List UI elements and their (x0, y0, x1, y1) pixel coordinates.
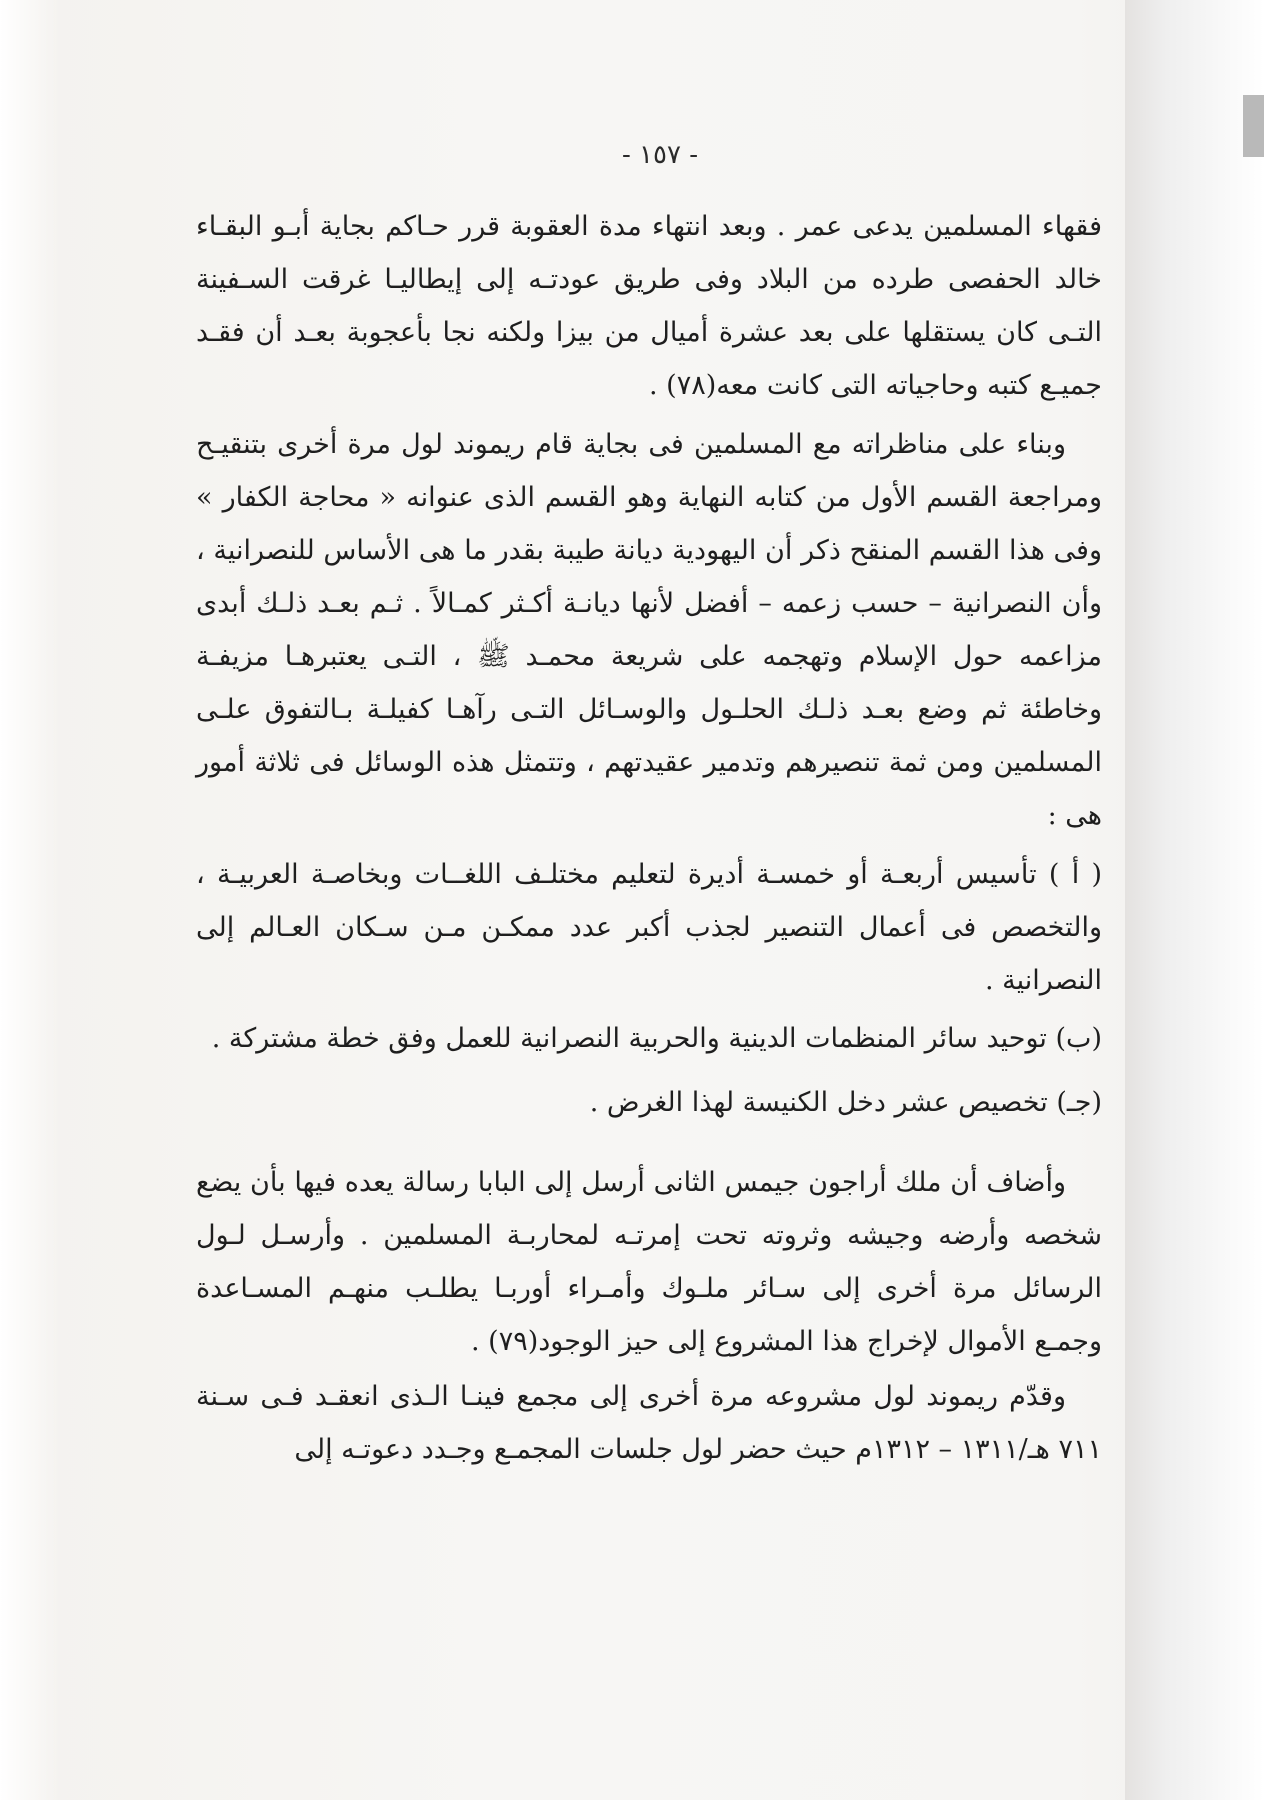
page-number: - ١٥٧ - (621, 140, 699, 170)
paragraph-1: فقهاء المسلمين يدعى عمر . وبعد انتهاء مدة العقوبة قرر حـاكم بجاية أبـو البقـاء خالد الحفصى طرده من البلاد وفى طريق عودتـه إلى إيطاليـا غرقت السـفينة التـى كان يستقلها على بعد عشرة أميال من بيزا ولكنه نجا بأعجوبة بعـد أن فقـد جميـع كتبه وحاجياته التى كانت معه(٧٨) . (196, 211, 1102, 401)
paragraph-3: ( أ ) تأسيس أربعـة أو خمسـة أديرة لتعليم مختلـف اللغــات وبخاصـة العربيـة ، والتخصص فى أعمال التنصير لجذب أكبر عدد ممكـن مـن سـكان العـالم إلى النصرانية . (196, 859, 1102, 996)
paragraph-5: (جـ) تخصيص عشر دخل الكنيسة لهذا الغرض . (589, 1087, 1102, 1118)
paragraph-2: وبناء على مناظراته مع المسلمين فى بجاية قام ريموند لول مرة أخرى بتنقيـح ومراجعة القسم الأول من كتابه النهاية وهو القسم الذى عنوانه « محاجة الكفار » وفى هذا القسم المنقح ذكر أن اليهودية ديانة طيبة بقدر ما هى الأساس للنصرانية ، وأن النصرانية – حسب زعمه – أفضل لأنها ديانـة أكـثر كمـالاً . ثـم بعـد ذلـك أبدى مزاعمه حول الإسلام وتهجمه على شريعة محمـد ﷺ ، التـى يعتبرهـا مزيفـة وخاطئة ثم وضع بعـد ذلـك الحلـول والوسـائل التـى رآهـا كفيلـة بـالتفوق علـى المسلمين ومن ثمة تنصيرهم وتدمير عقيدتهم ، وتتمثل هذه الوسائل فى ثلاثة أمور هى : (196, 429, 1102, 831)
paragraph-6: وأضاف أن ملك أراجون جيمس الثانى أرسل إلى البابا رسالة يعده فيها بأن يضع شخصه وأرضه وجيشه وثروته تحت إمرتـه لمحاربـة المسلمين . وأرسـل لـول الرسائل مرة أخرى إلى سـائر ملـوك وأمـراء أوربـا يطلـب منهـم المسـاعدة وجمـع الأموال لإخراج هذا المشروع إلى حيز الوجود(٧٩) . (196, 1167, 1102, 1357)
scanner-corner-mark (1243, 95, 1264, 157)
paragraph-7: وقدّم ريموند لول مشروعه مرة أخرى إلى مجمع فينـا الـذى انعقـد فـى سـنة ٧١١ هـ/١٣١١ – ١٣١٢م حيث حضر لول جلسات المجمـع وجـدد دعوتـه إلى (196, 1381, 1102, 1465)
page-edge-highlight (0, 0, 60, 1800)
paragraph-4: (ب) توحيد سائر المنظمات الدينية والحربية النصرانية للعمل وفق خطة مشتركة . (211, 1023, 1102, 1054)
scanner-edge-strip (1125, 0, 1264, 1800)
